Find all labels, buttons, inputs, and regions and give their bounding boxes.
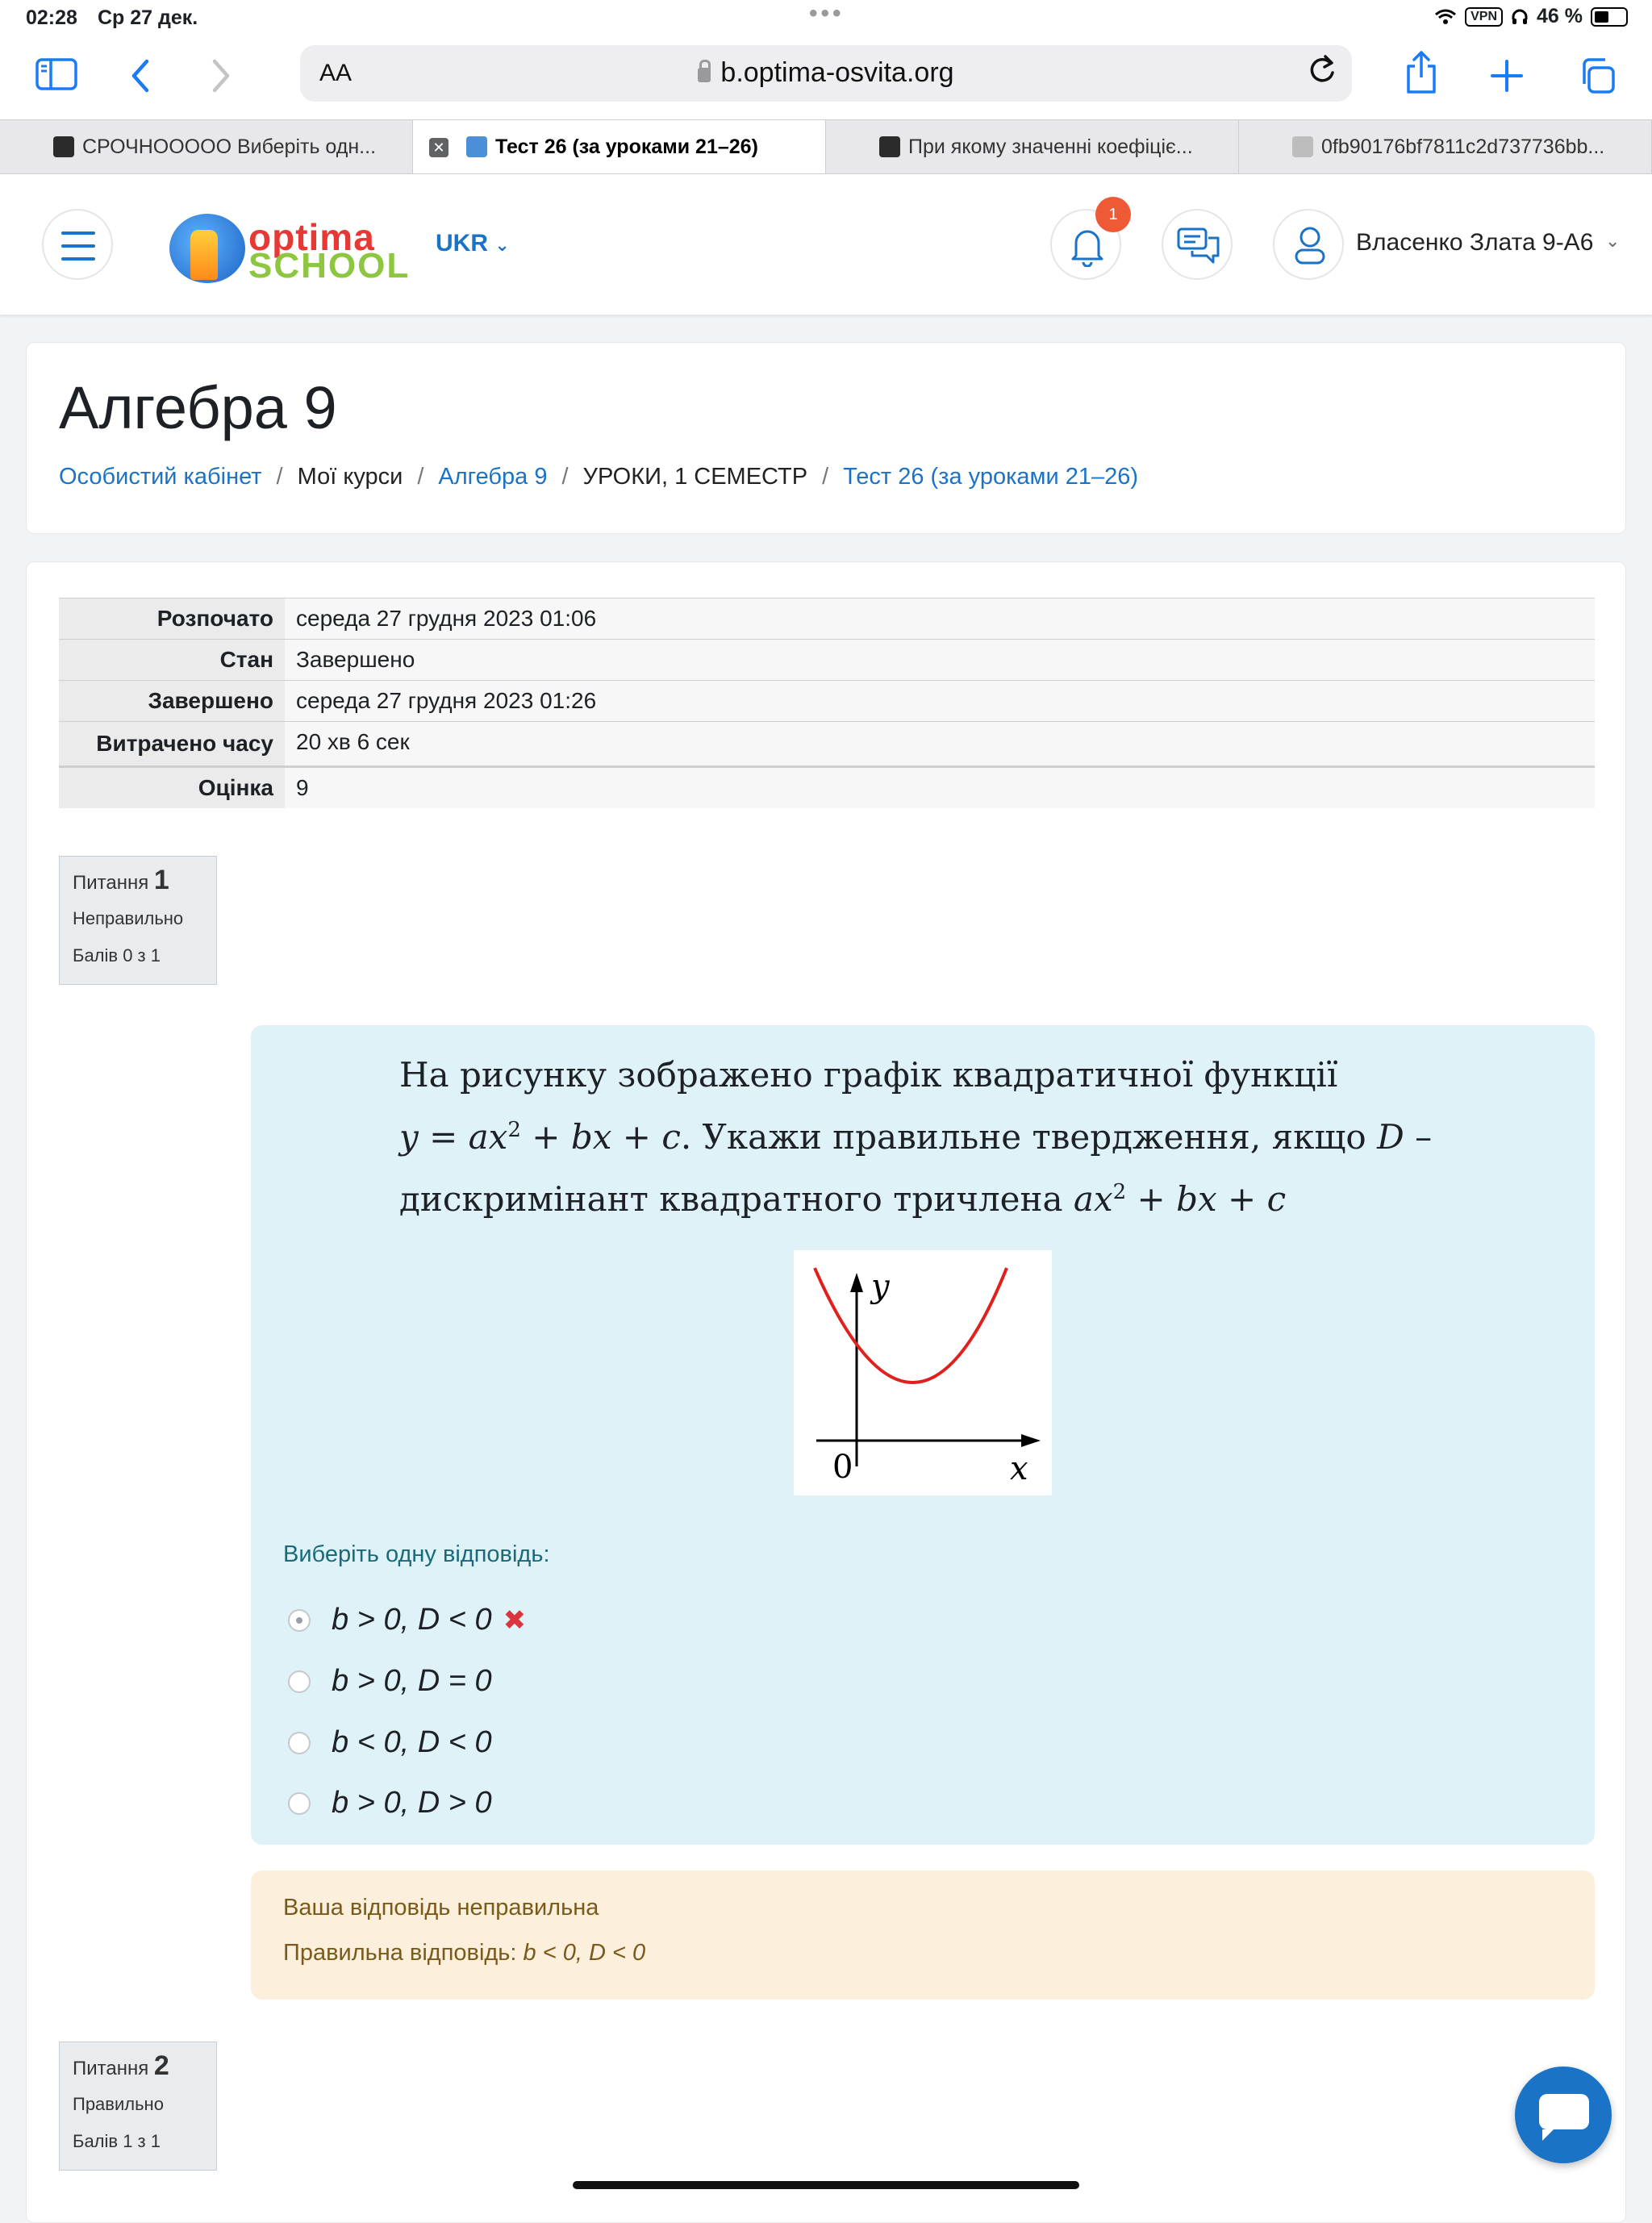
url-text: b.optima-osvita.org xyxy=(720,57,954,88)
summary-label: Оцінка xyxy=(59,767,285,809)
tab-favicon-icon xyxy=(879,136,900,157)
browser-tab-3[interactable] xyxy=(826,120,1239,173)
summary-value: 20 хв 6 сек xyxy=(285,722,1595,767)
question-number: Питання 1 xyxy=(73,865,169,895)
text-size-button[interactable]: AA xyxy=(319,60,353,86)
browser-tab-1[interactable] xyxy=(0,120,413,173)
forward-icon[interactable] xyxy=(208,58,232,94)
chevron-down-icon[interactable]: ⌄ xyxy=(1605,231,1621,251)
radio-button[interactable] xyxy=(288,1792,311,1815)
sidebar-toggle-icon[interactable] xyxy=(35,56,77,92)
site-logo[interactable] xyxy=(169,209,411,286)
tab-label: Тест 26 (за уроками 21–26) xyxy=(495,135,758,158)
question-1-content xyxy=(251,1025,1595,1845)
tab-favicon-icon xyxy=(53,136,74,157)
parabola-graph xyxy=(794,1250,1052,1495)
breadcrumb: Особистий кабінет / Мої курси / Алгебра 9 / УРОКИ, 1 СЕМЕСТР / Тест 26 (за уроками 21–26) xyxy=(59,464,1139,490)
summary-value: Завершено xyxy=(285,640,1595,681)
summary-row-grade xyxy=(59,767,1595,809)
question-state: Неправильно xyxy=(73,908,184,928)
bell-icon xyxy=(1070,225,1105,267)
radio-button[interactable] xyxy=(288,1670,311,1693)
question-state: Правильно xyxy=(73,2094,164,2114)
page-title: Алгебра 9 xyxy=(59,374,337,441)
y-axis-label: y xyxy=(871,1268,890,1305)
notification-count-badge: 1 xyxy=(1095,197,1131,232)
tab-overview-icon[interactable] xyxy=(1578,56,1617,95)
site-header xyxy=(0,174,1652,315)
tab-favicon-icon xyxy=(466,136,487,157)
ios-status-bar xyxy=(0,0,1652,37)
page-header-card xyxy=(26,342,1626,534)
logo-text-bottom: SCHOOL xyxy=(248,246,411,286)
answer-option-1[interactable] xyxy=(288,1603,526,1637)
browser-toolbar xyxy=(0,37,1652,119)
chat-support-button[interactable] xyxy=(1515,2067,1612,2163)
tab-label: СРОЧНОOOOO Виберіть одн... xyxy=(82,135,377,158)
share-icon[interactable] xyxy=(1404,50,1439,95)
answer-option-4[interactable] xyxy=(288,1786,492,1821)
tab-label: При якому значенні коефіціє... xyxy=(908,135,1193,158)
question-marks: Балів 1 з 1 xyxy=(73,2131,161,2151)
logo-emblem-icon xyxy=(169,214,245,283)
question-2-info xyxy=(59,2042,217,2171)
reload-icon[interactable] xyxy=(1305,53,1337,89)
origin-label: 0 xyxy=(832,1449,853,1486)
vpn-badge: VPN xyxy=(1465,7,1503,27)
feedback-incorrect-text: Ваша відповідь неправильна xyxy=(283,1895,599,1921)
logo-text-top: optima xyxy=(248,216,375,258)
summary-row-state xyxy=(59,640,1595,681)
chevron-down-icon: ⌄ xyxy=(494,235,510,255)
breadcrumb-dashboard[interactable]: Особистий кабінет xyxy=(59,464,262,490)
summary-row-completed xyxy=(59,681,1595,722)
question-1-info xyxy=(59,856,217,985)
summary-value: середа 27 грудня 2023 01:06 xyxy=(285,598,1595,640)
wifi-icon xyxy=(1434,8,1457,26)
summary-label: Витрачено часу xyxy=(59,722,285,767)
chat-bubble-icon xyxy=(1539,2094,1589,2129)
summary-value: 9 xyxy=(285,767,1595,809)
lock-icon xyxy=(698,68,711,82)
user-avatar[interactable] xyxy=(1273,209,1344,280)
tab-favicon-icon xyxy=(1292,136,1313,157)
breadcrumb-course[interactable]: Алгебра 9 xyxy=(438,464,548,490)
battery-icon xyxy=(1591,7,1628,27)
answer-option-3[interactable] xyxy=(288,1725,492,1760)
home-indicator[interactable] xyxy=(573,2181,1079,2189)
url-display[interactable] xyxy=(300,57,1352,89)
tab-label: 0fb90176bf7811c2d737736bb... xyxy=(1321,135,1605,158)
language-selector[interactable] xyxy=(436,230,510,257)
question-marks: Балів 0 з 1 xyxy=(73,945,161,966)
answer-label: b > 0, D > 0 xyxy=(332,1786,492,1820)
status-time: 02:28 xyxy=(26,6,77,29)
multitasking-dots-icon[interactable]: ••• xyxy=(809,0,845,27)
messages-button[interactable] xyxy=(1162,209,1233,280)
x-axis-arrow xyxy=(1021,1434,1041,1447)
attempt-summary-table xyxy=(59,598,1595,808)
answer-label: b > 0, D < 0 xyxy=(332,1603,492,1637)
new-tab-icon[interactable] xyxy=(1489,58,1525,94)
answer-option-2[interactable] xyxy=(288,1664,492,1699)
summary-value: середа 27 грудня 2023 01:26 xyxy=(285,681,1595,722)
address-bar[interactable] xyxy=(300,45,1352,102)
language-label: UKR xyxy=(436,230,488,256)
question-number: Питання 2 xyxy=(73,2050,169,2081)
parabola-curve xyxy=(815,1268,1007,1383)
status-date: Ср 27 дек. xyxy=(98,6,198,29)
correct-answer-text: Правильна відповідь: b < 0, D < 0 xyxy=(283,1940,646,1966)
question-text: На рисунку зображено графік квадратичної функції $y = ax^2$ + bx + c. Укажи правильне твердження, якщо D – дискримінант квадратного тричлена $ax^2$ + bx + c xyxy=(399,1055,1433,1219)
user-name[interactable]: Власенко Злата 9-А6 xyxy=(1356,229,1594,256)
back-icon[interactable] xyxy=(129,58,153,94)
breadcrumb-section: УРОКИ, 1 СЕМЕСТР xyxy=(582,464,808,490)
x-axis-label: x xyxy=(1010,1450,1028,1487)
incorrect-x-icon: ✖ xyxy=(503,1604,527,1636)
radio-button[interactable] xyxy=(288,1732,311,1754)
summary-row-time-taken xyxy=(59,722,1595,767)
summary-label: Розпочато xyxy=(59,598,285,640)
user-icon xyxy=(1294,225,1326,267)
browser-tab-2-active[interactable] xyxy=(413,120,826,173)
chat-bubbles-icon xyxy=(1176,227,1221,265)
breadcrumb-quiz[interactable]: Тест 26 (за уроками 21–26) xyxy=(843,464,1139,490)
summary-row-started xyxy=(59,598,1595,640)
hamburger-icon xyxy=(61,231,95,235)
browser-tab-strip xyxy=(0,119,1652,174)
answer-label: b > 0, D = 0 xyxy=(332,1664,492,1698)
radio-button-selected[interactable] xyxy=(288,1609,311,1632)
summary-label: Завершено xyxy=(59,681,285,722)
status-indicators xyxy=(1434,5,1628,28)
answer-label: b < 0, D < 0 xyxy=(332,1725,492,1759)
summary-label: Стан xyxy=(59,640,285,681)
tab-close-icon[interactable]: ✕ xyxy=(429,138,448,157)
breadcrumb-my-courses: Мої курси xyxy=(297,464,403,490)
battery-percent: 46 % xyxy=(1537,5,1583,27)
quiz-review-card xyxy=(26,561,1626,2223)
browser-tab-4[interactable] xyxy=(1239,120,1652,173)
headphones-icon xyxy=(1511,8,1529,26)
menu-button[interactable] xyxy=(42,209,113,280)
y-axis-arrow xyxy=(850,1273,863,1292)
answer-prompt: Виберіть одну відповідь: xyxy=(283,1541,550,1567)
question-1-feedback xyxy=(251,1871,1595,2000)
